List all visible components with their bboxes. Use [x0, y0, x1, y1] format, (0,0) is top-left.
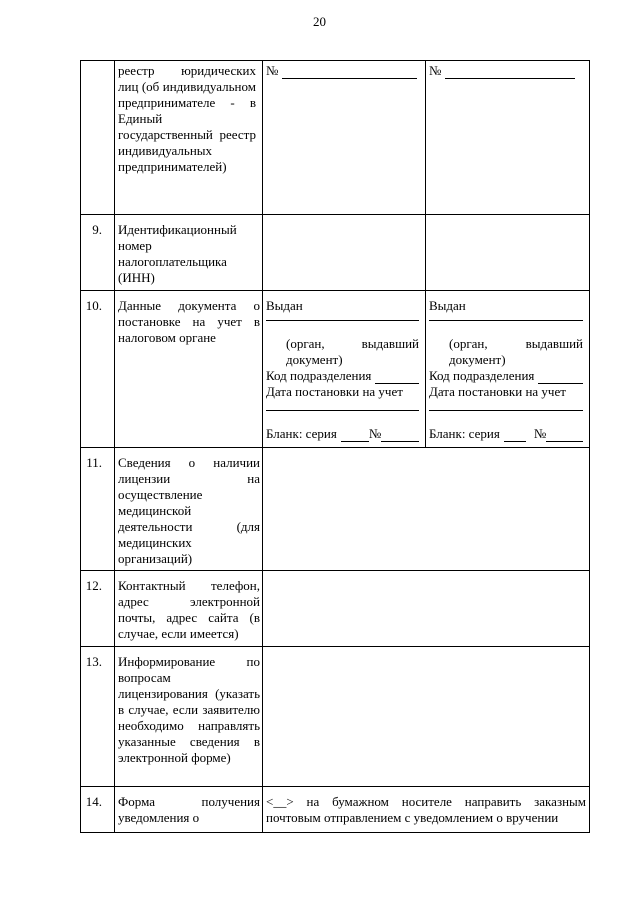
table-row [81, 291, 590, 448]
registration-date-line[interactable] [429, 410, 583, 411]
issuer-note: (орган, выдавший документ) [286, 336, 419, 367]
ogrn-number-line[interactable] [445, 65, 575, 79]
row-number-cell: 11. [81, 448, 115, 571]
page-number: 20 [313, 14, 326, 29]
number-sign: № [266, 63, 279, 78]
table-row [81, 571, 590, 647]
application-form-table [80, 60, 590, 833]
table-row [81, 647, 590, 787]
table-row [81, 787, 590, 833]
value-cell[interactable] [426, 61, 590, 215]
registration-date-label: Дата постановки на учет [266, 384, 403, 399]
table-row [81, 215, 590, 291]
row-label-text: Данные документа о постановке на учет в налоговом органе [118, 298, 260, 345]
value-cell[interactable] [263, 61, 426, 215]
row-number-cell: 14. [81, 787, 115, 833]
tax-registration-cell[interactable] [263, 291, 426, 448]
issuer-line[interactable] [429, 320, 583, 321]
issuer-note: (орган, выдавший документ) [449, 336, 583, 367]
row-label-text: Информирование по вопросам лицензирования (указать в случае, если заявителю необходимо направлять указанные сведения в электронной форме) [118, 654, 260, 765]
row-label-text: Сведения о наличии лицензии на осуществление медицинской деятельности (для медицинских организаций) [118, 455, 260, 566]
notification-form-cell[interactable] [263, 787, 590, 833]
row-number-cell: 13. [81, 647, 115, 787]
row-label-cell [115, 647, 263, 787]
row-label-text: реестр юридических лиц (об индивидуальном предпринимателе - в Единый государственный реестр индивидуальных предпринимателей) [118, 63, 256, 174]
tax-registration-cell[interactable] [426, 291, 590, 448]
informing-value-cell[interactable] [263, 647, 590, 787]
notification-form-text: <__> на бумажном носителе направить заказным почтовым отправлением с уведомлением о вручении [266, 794, 586, 825]
issuer-line[interactable] [266, 320, 419, 321]
row-number-cell: 12. [81, 571, 115, 647]
contacts-value-cell[interactable] [263, 571, 590, 647]
row-label-cell [115, 61, 263, 215]
registration-date-line[interactable] [266, 410, 419, 411]
table-row [81, 448, 590, 571]
blank-series-label: Бланк: серия № [266, 426, 419, 442]
row-label-cell [115, 448, 263, 571]
row-label-cell [115, 215, 263, 291]
inn-value-cell[interactable] [263, 215, 426, 291]
row-label-text: Контактный телефон, адрес электронной почты, адрес сайта (в случае, если имеется) [118, 578, 260, 641]
issued-label: Выдан [429, 298, 466, 313]
blank-series-label: Бланк: серия № [429, 426, 583, 442]
registration-date-label: Дата постановки на учет [429, 384, 566, 399]
row-number-cell: 10. [81, 291, 115, 448]
issued-label: Выдан [266, 298, 303, 313]
row-label-cell [115, 787, 263, 833]
number-sign: № [429, 63, 442, 78]
ogrn-number-line[interactable] [282, 65, 417, 79]
row-number-cell: 9. [81, 215, 115, 291]
inn-value-cell[interactable] [426, 215, 590, 291]
row-number-cell [81, 61, 115, 215]
table-row [81, 61, 590, 215]
row-label-cell [115, 571, 263, 647]
license-value-cell[interactable] [263, 448, 590, 571]
subdivision-code-label: Код подразделения [429, 368, 583, 384]
row-label-cell [115, 291, 263, 448]
subdivision-code-label: Код подразделения [266, 368, 419, 384]
row-label-text: Форма получения уведомления о [118, 794, 260, 825]
row-label-text: Идентификационный номер налогоплательщика (ИНН) [118, 222, 237, 285]
